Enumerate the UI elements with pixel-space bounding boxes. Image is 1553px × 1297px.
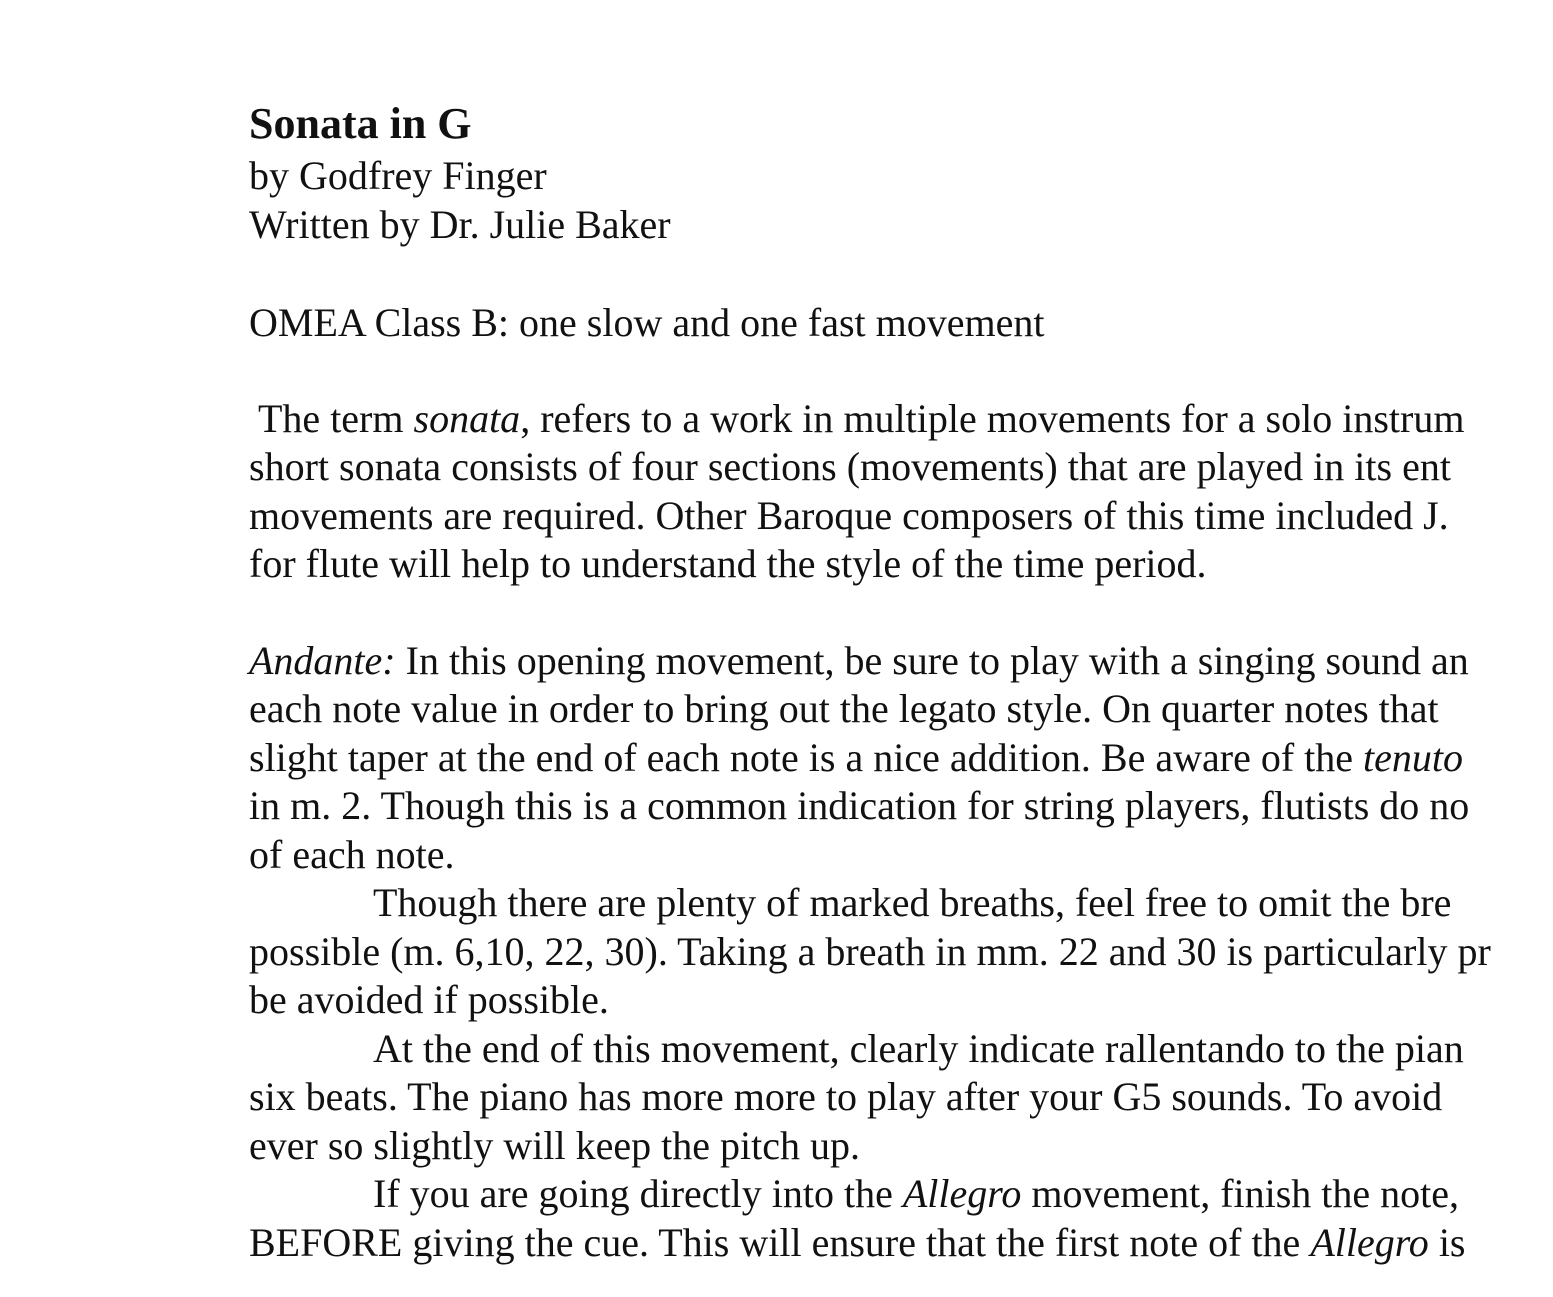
andante-line-3: slight taper at the end of each note is a nice addition. Be aware of the tenuto (249, 734, 1464, 780)
emphasis-tenuto: tenuto (1363, 734, 1464, 780)
allegro-line-1: If you are going directly into the Allegro movement, finish the note, (373, 1171, 1460, 1216)
emphasis-allegro: Allegro (1310, 1219, 1429, 1265)
intro-line-4: for flute will help to understand the style of the time period. (249, 541, 1207, 586)
andante-label: Andante: (249, 637, 396, 683)
spacer (249, 249, 1553, 299)
breaths-line-1: Though there are plenty of marked breaths, feel free to omit the bre (373, 880, 1452, 925)
ending-line-2: six beats. The piano has more more to play after your G5 sounds. To avoid (249, 1074, 1443, 1119)
andante-line-4: in m. 2. Though this is a common indication for string players, flutists do no (249, 783, 1470, 828)
andante-section (249, 637, 1553, 1268)
intro-paragraph (249, 395, 1553, 589)
intro-line-1: The term sonata, refers to a work in multiple movements for a solo instrum (258, 395, 1465, 441)
andante-line-2: each note value in order to bring out the legato style. On quarter notes that (249, 686, 1439, 731)
page-title: Sonata in G (249, 99, 472, 148)
breaths-line-3: be avoided if possible. (249, 977, 609, 1022)
intro-line-3: movements are required. Other Baroque composers of this time included J. (249, 492, 1449, 538)
breaths-line-2: possible (m. 6,10, 22, 30). Taking a breath in mm. 22 and 30 is particularly pr (249, 928, 1491, 974)
document-body (249, 96, 1553, 1267)
spacer (249, 589, 1553, 637)
composer-line: by Godfrey Finger (249, 153, 547, 198)
andante-line-5: of each note. (249, 831, 455, 877)
intro-line-2: short sonata consists of four sections (movements) that are played in its ent (249, 444, 1451, 489)
allegro-line-2: BEFORE giving the cue. This will ensure that the first note of the Allegro is (249, 1219, 1466, 1265)
class-line: OMEA Class B: one slow and one fast movement (249, 300, 1045, 345)
ending-line-1: At the end of this movement, clearly indicate rallentando to the pian (373, 1025, 1464, 1071)
ending-line-3: ever so slightly will keep the pitch up. (249, 1122, 860, 1168)
emphasis-allegro: Allegro (902, 1171, 1022, 1216)
author-line: Written by Dr. Julie Baker (249, 201, 671, 247)
andante-line-1: Andante: In this opening movement, be sure to play with a singing sound an (249, 637, 1469, 683)
emphasis-sonata: sonata (413, 395, 521, 441)
spacer (249, 348, 1553, 395)
